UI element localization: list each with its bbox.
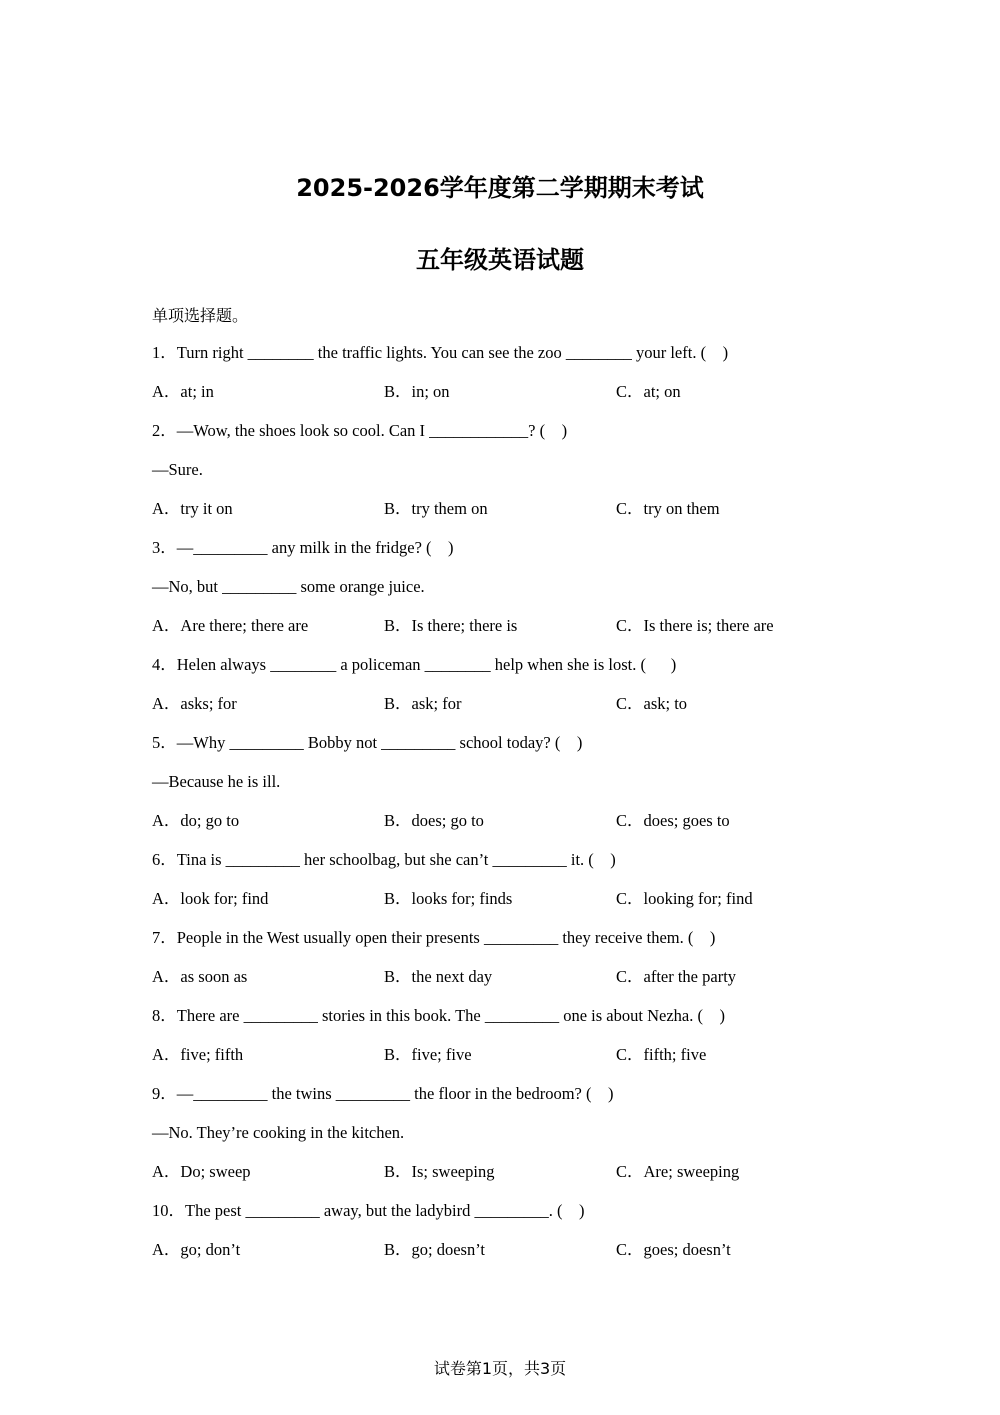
question-list bbox=[152, 341, 852, 1277]
answer-options bbox=[152, 1238, 852, 1277]
page-footer: 试卷第1页，共3页 bbox=[433, 1359, 567, 1378]
question-reply: —Sure. bbox=[152, 460, 203, 479]
answer-options bbox=[152, 1160, 852, 1199]
question-reply: —No, but _________ some orange juice. bbox=[152, 577, 425, 596]
answer-options bbox=[152, 380, 852, 419]
answer-option: C．try on them bbox=[616, 499, 720, 518]
question-stem: 2．—Wow, the shoes look so cool. Can I ____________? ( ) bbox=[152, 421, 568, 440]
question-stem: 1．Turn right ________ the traffic lights. You can see the zoo ________ your left. ( ) bbox=[152, 343, 729, 362]
question-stem: 3．—_________ any milk in the fridge? ( ) bbox=[152, 538, 454, 557]
answer-option: C．goes; doesn’t bbox=[616, 1240, 731, 1259]
answer-option: C．fifth; five bbox=[616, 1045, 707, 1064]
question-stem: 7．People in the West usually open their presents _________ they receive them. ( ) bbox=[152, 928, 716, 947]
answer-option: B．go; doesn’t bbox=[384, 1240, 485, 1259]
answer-option: B．ask; for bbox=[384, 694, 462, 713]
question-stem: 5．—Why _________ Bobby not _________ school today? ( ) bbox=[152, 733, 583, 752]
answer-option: B．looks for; finds bbox=[384, 889, 513, 908]
answer-option: A．as soon as bbox=[152, 967, 248, 986]
answer-option: B．five; five bbox=[384, 1045, 472, 1064]
answer-options bbox=[152, 1043, 852, 1082]
answer-options bbox=[152, 965, 852, 1004]
answer-option: B．does; go to bbox=[384, 811, 484, 830]
answer-option: A．try it on bbox=[152, 499, 233, 518]
answer-option: C．looking for; find bbox=[616, 889, 753, 908]
question-stem: 4．Helen always ________ a policeman ________ help when she is lost. ( ) bbox=[152, 655, 677, 674]
answer-options bbox=[152, 692, 852, 731]
answer-option: C．Is there is; there are bbox=[616, 616, 774, 635]
answer-option: C．ask; to bbox=[616, 694, 688, 713]
answer-option: C．Are; sweeping bbox=[616, 1162, 740, 1181]
exam-subtitle: 五年级英语试题 bbox=[416, 246, 584, 274]
answer-option: C．after the party bbox=[616, 967, 737, 986]
question-stem: 10．The pest _________ away, but the ladybird _________. ( ) bbox=[152, 1201, 585, 1220]
section-heading: 单项选择题。 bbox=[152, 306, 249, 325]
answer-option: B．Is; sweeping bbox=[384, 1162, 495, 1181]
answer-options bbox=[152, 887, 852, 926]
question-stem: 8．There are _________ stories in this book. The _________ one is about Nezha. ( ) bbox=[152, 1006, 725, 1025]
exam-title: 2025-2026学年度第二学期期末考试 bbox=[296, 174, 704, 202]
answer-option: B．Is there; there is bbox=[384, 616, 518, 635]
answer-option: A．five; fifth bbox=[152, 1045, 244, 1064]
answer-option: B．in; on bbox=[384, 382, 450, 401]
answer-option: B．try them on bbox=[384, 499, 488, 518]
answer-option: A．Do; sweep bbox=[152, 1162, 251, 1181]
question-reply: —Because he is ill. bbox=[152, 772, 281, 791]
answer-option: A．Are there; there are bbox=[152, 616, 309, 635]
answer-option: C．does; goes to bbox=[616, 811, 730, 830]
answer-option: A．asks; for bbox=[152, 694, 237, 713]
answer-options bbox=[152, 614, 852, 653]
question-reply: —No. They’re cooking in the kitchen. bbox=[152, 1123, 405, 1142]
answer-option: A．do; go to bbox=[152, 811, 240, 830]
answer-option: A．go; don’t bbox=[152, 1240, 241, 1259]
answer-options bbox=[152, 497, 852, 536]
answer-option: B．the next day bbox=[384, 967, 493, 986]
answer-options bbox=[152, 809, 852, 848]
answer-option: A．look for; find bbox=[152, 889, 269, 908]
answer-option: A．at; in bbox=[152, 382, 214, 401]
question-stem: 9．—_________ the twins _________ the floor in the bedroom? ( ) bbox=[152, 1084, 614, 1103]
answer-option: C．at; on bbox=[616, 382, 681, 401]
question-stem: 6．Tina is _________ her schoolbag, but she can’t _________ it. ( ) bbox=[152, 850, 616, 869]
